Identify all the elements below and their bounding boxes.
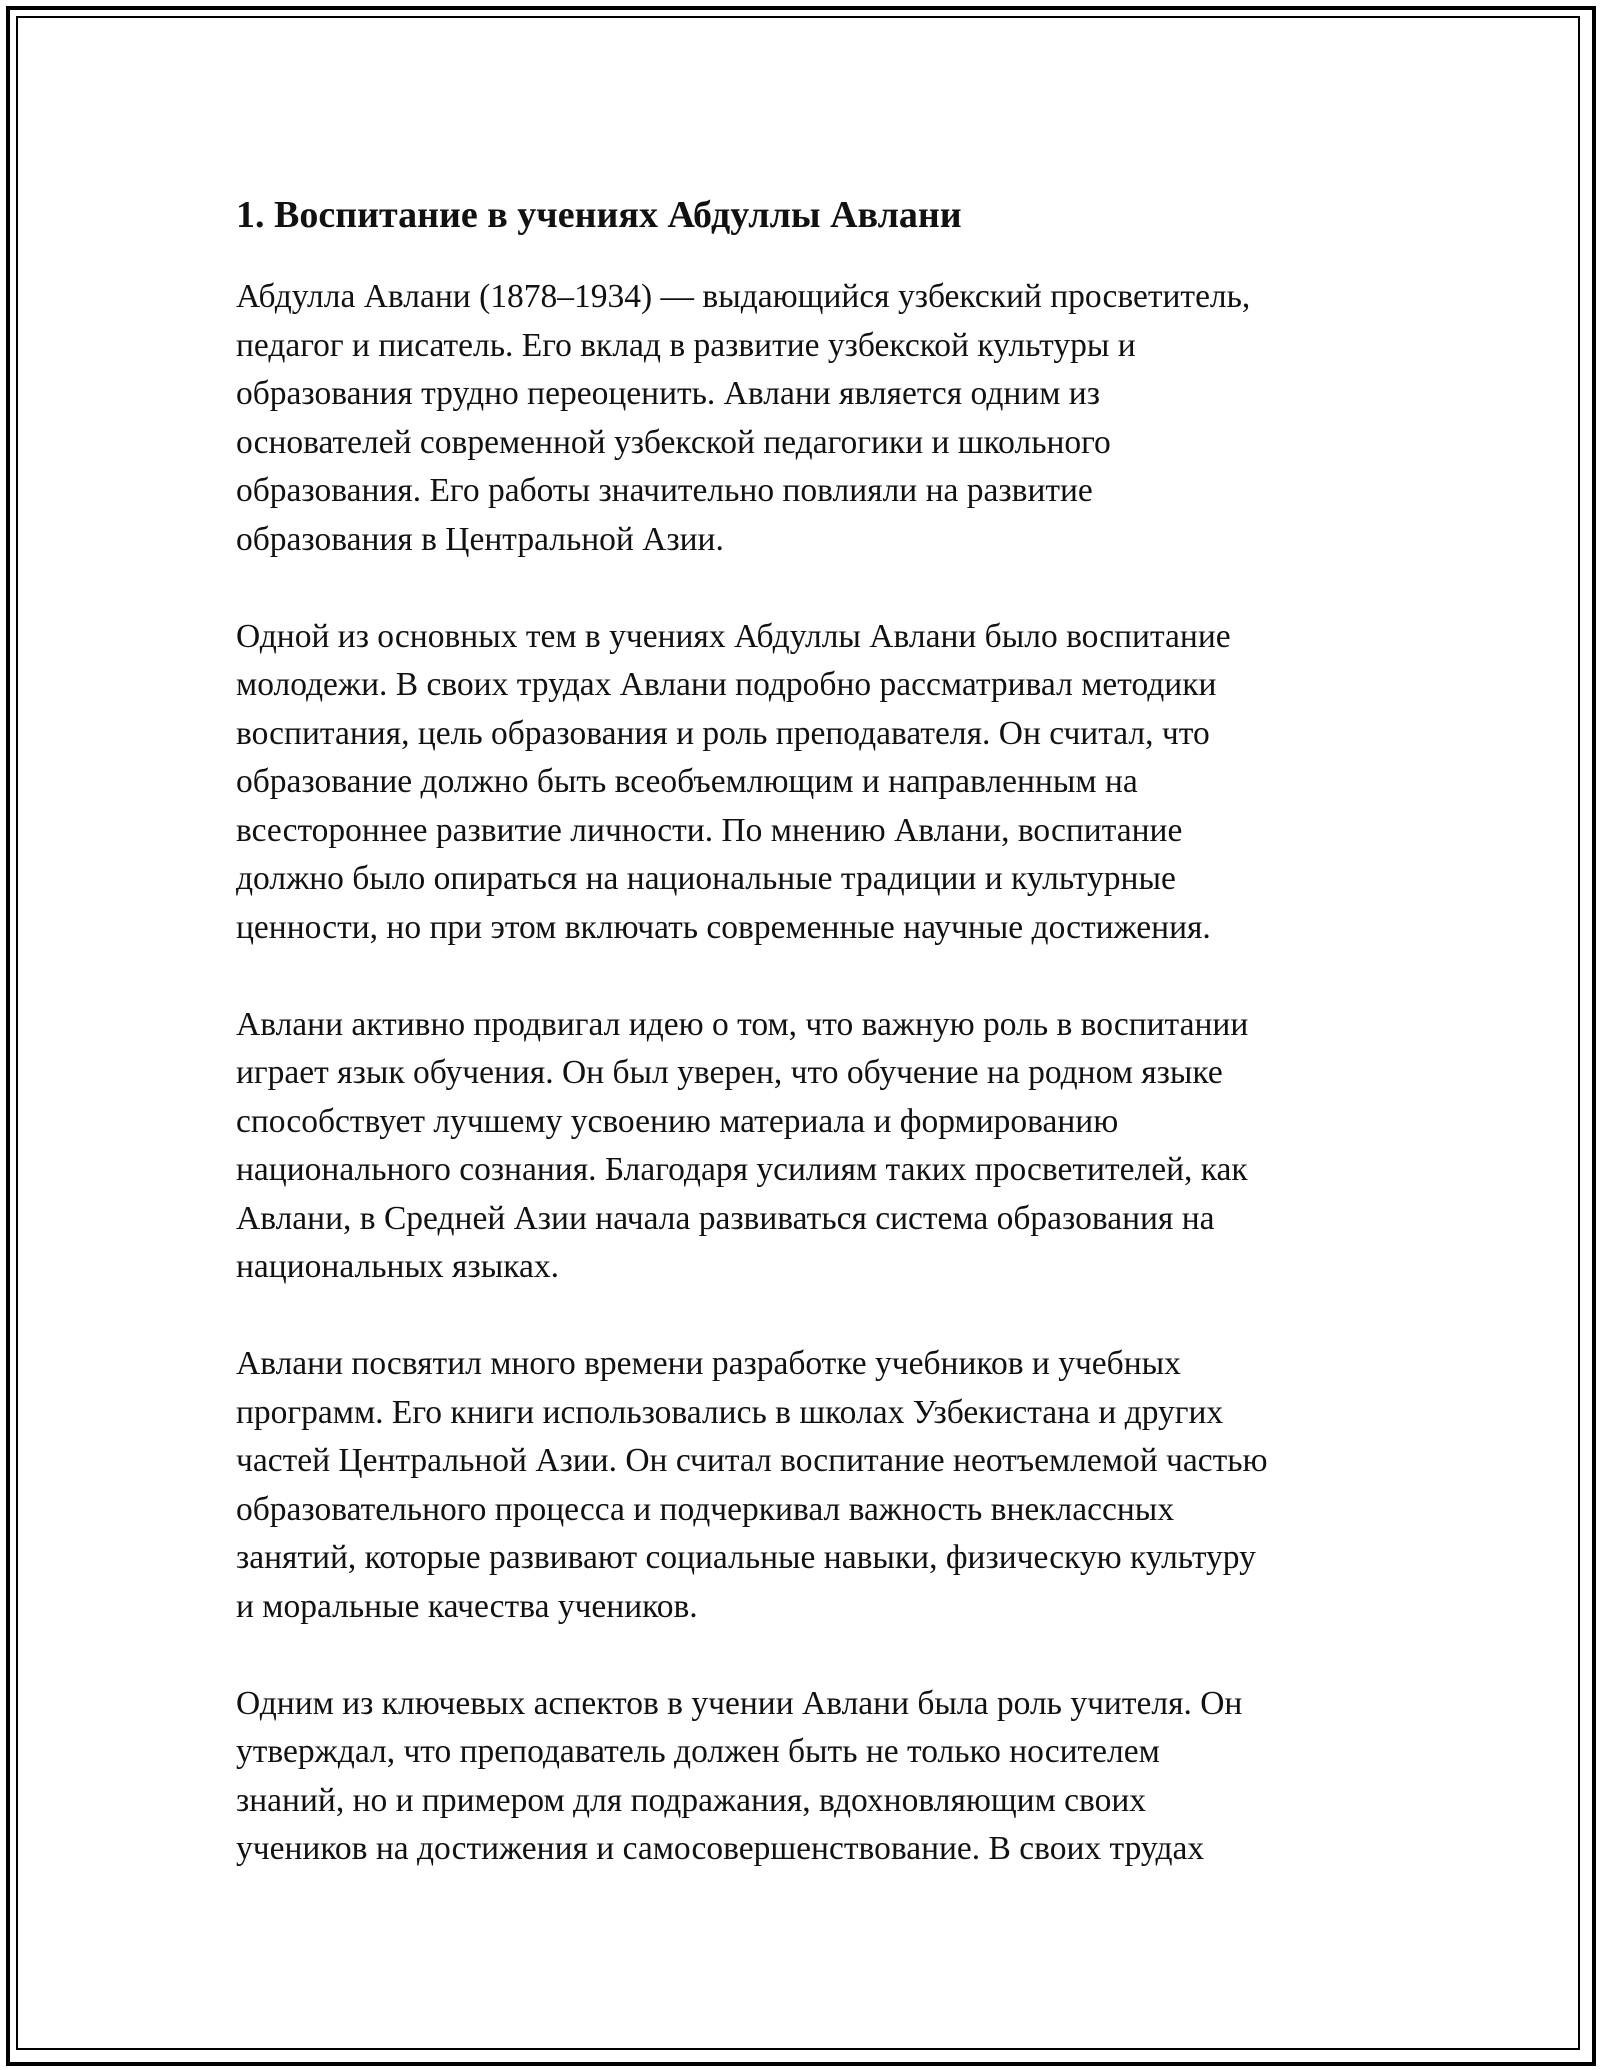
text-line: образования. Его работы значительно повлияли на развитие (236, 472, 1093, 509)
text-line: образования в Центральной Азии. (236, 520, 724, 558)
text-line: образования трудно переоценить. Авлани является одним из (236, 375, 1100, 412)
text-line: утверждал, что преподаватель должен быть не только носителем (236, 1733, 1160, 1770)
paragraph-4 (236, 1340, 1386, 1631)
text-line: воспитания, цель образования и роль преподавателя. Он считал, что (236, 714, 1210, 752)
paragraph-5 (236, 1680, 1386, 1874)
text-line: занятий, которые развивают социальные навыки, физическую культуру (236, 1539, 1256, 1576)
text-line: Одной из основных тем в учениях Абдуллы Авлани было воспитание (236, 617, 1231, 655)
text-line: учеников на достижения и самосовершенствование. В своих трудах (236, 1830, 1205, 1867)
text-line: образование должно быть всеобъемлющим и направленным на (236, 763, 1138, 800)
text-line: педагог и писатель. Его вклад в развитие узбекской культуры и (236, 326, 1136, 364)
text-line: Абдулла Авлани (1878–1934) — выдающийся узбекский просветитель, (236, 278, 1251, 315)
text-line: всестороннее развитие личности. По мнению Авлани, воспитание (236, 811, 1183, 849)
text-line: ценности, но при этом включать современные научные достижения. (236, 908, 1211, 946)
text-line: и моральные качества учеников. (236, 1587, 698, 1625)
text-line: способствует лучшему усвоению материала и формированию (236, 1102, 1119, 1140)
text-line: национального сознания. Благодаря усилиям таких просветителей, как (236, 1151, 1248, 1188)
text-line: национальных языках. (236, 1248, 559, 1285)
section-heading: 1. Воспитание в учениях Абдуллы Авлани (236, 194, 962, 236)
text-line: Авлани, в Средней Азии начала развиваться система образования на (236, 1199, 1215, 1237)
text-line: играет язык обучения. Он был уверен, что обучение на родном языке (236, 1054, 1223, 1091)
paragraph-1 (236, 273, 1386, 564)
text-line: основателей современной узбекской педагогики и школьного (236, 423, 1111, 461)
text-line: молодежи. В своих трудах Авлани подробно рассматривал методики (236, 666, 1217, 703)
text-line: частей Центральной Азии. Он считал воспитание неотъемлемой частью (236, 1442, 1268, 1479)
text-line: Авлани посвятил много времени разработке учебников и учебных (236, 1345, 1181, 1382)
document-body (236, 185, 1386, 1874)
paragraph-2 (236, 613, 1386, 953)
text-line: образовательного процесса и подчеркивал важность внеклассных (236, 1490, 1175, 1528)
text-line: Авлани активно продвигал идею о том, что важную роль в воспитании (236, 1005, 1249, 1043)
text-line: знаний, но и примером для подражания, вдохновляющим своих (236, 1781, 1147, 1819)
text-line: должно было опираться на национальные традиции и культурные (236, 860, 1176, 897)
paragraph-3 (236, 1001, 1386, 1292)
text-line: Одним из ключевых аспектов в учении Авлани была роль учителя. Он (236, 1684, 1243, 1722)
text-line: программ. Его книги использовались в школах Узбекистана и других (236, 1393, 1224, 1431)
